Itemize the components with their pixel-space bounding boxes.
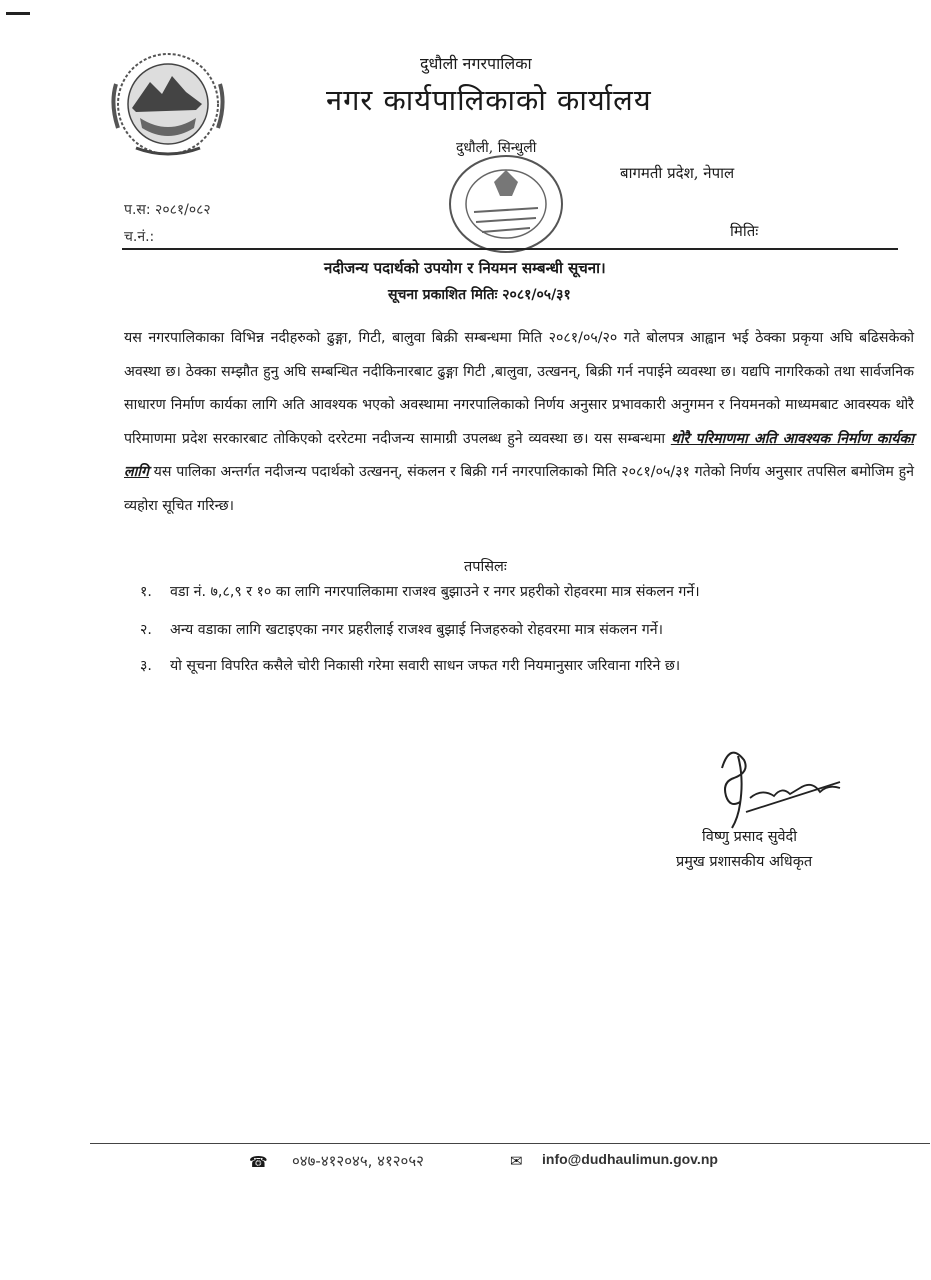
notice-body-text: यस नगरपालिकाका विभिन्न नदीहरुको ढुङ्गा, गिटी, बालुवा बिक्री सम्बन्धमा मिति २०८१/०५/२० गते बोलपत्र आह्वान भई ठेक्का प्रकृया अघि बढिसकेको अवस्था छ। ठेक्का सम्झौत हुनु अघि सम्बन्धित नदीकिनारबाट ढुङ्गा गिटी ,बालुवा, उत्खनन्, बिक्री गर्न नपाईने व्यवस्था छ। यद्यपि नागरिकको तथा सार्वजनिक साधारण निर्माण कार्यका लागि अति आवश्यक भएको अवस्थामा नगरपालिकाको निर्णय अनुसार प्रभावकारी अनुगमन र नियमनको माध्यमबाट आवस्यक थोरै परिमाणमा प्रदेश सरकारबाट तोकिएको दररेटमा नदीजन्य सामाग्री उपलब्ध हुने व्यवस्था छ। यस सम्बन्धमा [124, 330, 914, 447]
header-divider [122, 248, 898, 250]
contact-phone: ०४७-४१२०४५, ४१२०५२ [292, 1152, 424, 1170]
notice-body [124, 322, 914, 523]
list-item [140, 620, 663, 639]
office-title: नगर कार्यपालिकाको कार्यालय [326, 83, 652, 117]
footer-divider [90, 1143, 930, 1144]
phone-icon: ☎ [249, 1153, 268, 1171]
notice-title: नदीजन्य पदार्थको उपयोग र नियमन सम्बन्धी सूचना। [324, 259, 606, 277]
signatory-title: प्रमुख प्रशासकीय अधिकृत [676, 854, 813, 870]
handwritten-signature [700, 738, 850, 834]
envelope-icon: ✉ [510, 1152, 523, 1170]
list-item-text: यो सूचना विपरित कसैले चोरी निकासी गरेमा सवारी साधन जफत गरी नियमानुसार जरिवाना गरिने छ। [170, 658, 681, 674]
list-item [140, 656, 680, 675]
contact-email: info@dudhaulimun.gov.np [542, 1151, 718, 1167]
municipality-name: दुधौली नगरपालिका [420, 54, 532, 73]
list-item-number: ३. [140, 658, 152, 674]
dispatch-number: च.नं.: [124, 229, 155, 245]
list-item-number: १. [140, 584, 152, 600]
signatory-name: विष्णु प्रसाद सुवेदी [702, 829, 798, 845]
details-heading: तपसिलः [464, 559, 507, 575]
office-location: दुधौली, सिन्धुली [456, 140, 537, 156]
nepal-emblem-logo [106, 48, 230, 160]
office-province: बागमती प्रदेश, नेपाल [620, 164, 735, 182]
list-item-text: अन्य वडाका लागि खटाइएका नगर प्रहरीलाई राजश्व बुझाई निजहरुको रोहवरमा मात्र संकलन गर्ने। [170, 622, 663, 638]
scan-corner-mark [6, 12, 30, 15]
published-date: सूचना प्रकाशित मितिः २०८१/०५/३१ [388, 287, 571, 303]
office-stamp [444, 152, 568, 256]
notice-body-text-continued: यस पालिका अन्तर्गत नदीजन्य पदार्थको उत्खनन्, संकलन र बिक्री गर्न नगरपालिकाको मिति २०८१/०५/३१ गतेको निर्णय अनुसार तपसिल बमोजिम हुने व्यहोरा सूचित गरिन्छ। [124, 464, 914, 514]
list-item-number: २. [140, 622, 152, 638]
reference-number: प.स: २०८१/०८२ [124, 202, 211, 218]
highlighted-phrase: थोरै परिमाणमा अति आवश्यक निर्माण कार्यका लागि [124, 430, 914, 480]
list-item [140, 582, 700, 601]
list-item-text: वडा नं. ७,८,९ र १० का लागि नगरपालिकामा राजश्व बुझाउने र नगर प्रहरीको रोहवरमा मात्र संकलन गर्ने। [170, 584, 700, 600]
date-label: मितिः [730, 222, 759, 240]
